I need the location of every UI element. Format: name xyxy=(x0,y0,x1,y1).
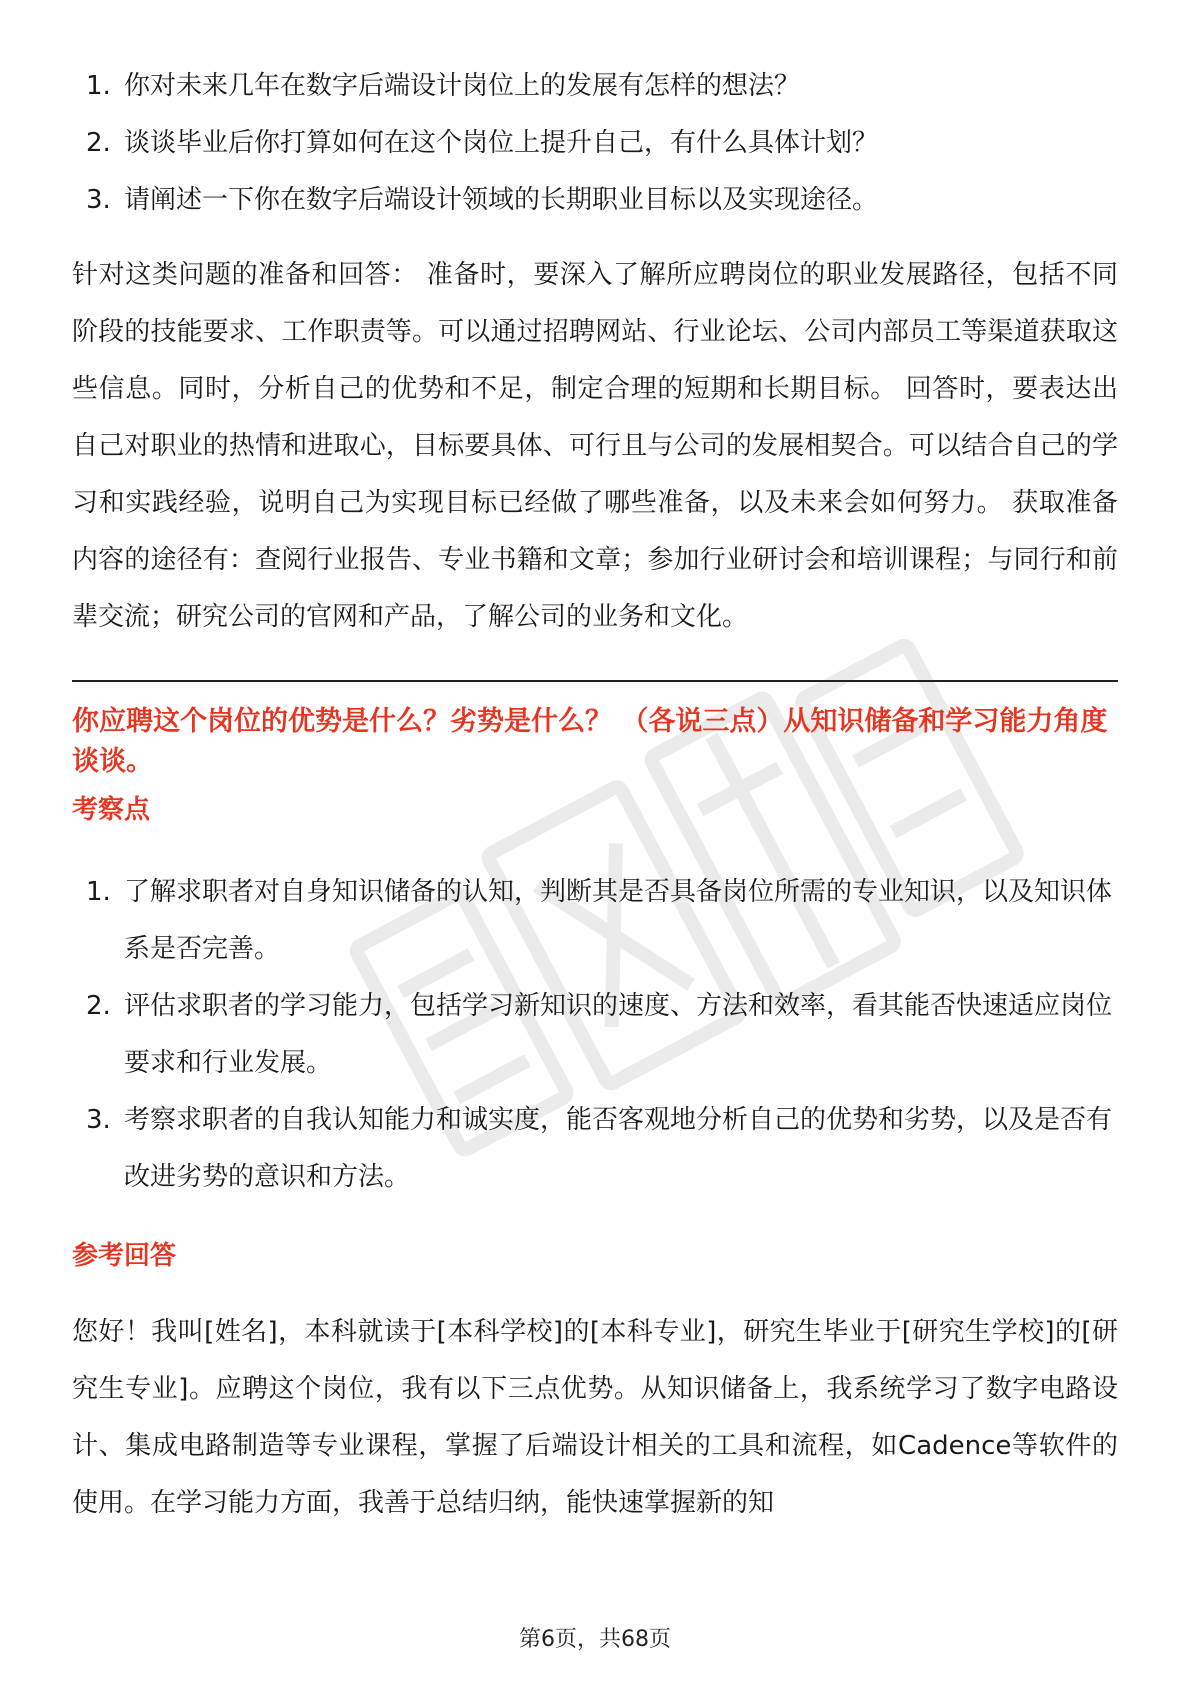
question-text: 请阐述一下你在数字后端设计领域的长期职业目标以及实现途径。 xyxy=(124,185,879,215)
list-item xyxy=(72,864,1118,978)
list-number: 1. xyxy=(86,71,111,101)
section-question-title: 你应聘这个岗位的优势是什么？劣势是什么？ （各说三点）从知识储备和学习能力角度谈谈。 xyxy=(72,706,1108,777)
list-item xyxy=(72,115,1118,172)
list-number: 3. xyxy=(86,1105,111,1135)
question-text: 你对未来几年在数字后端设计岗位上的发展有怎样的想法？ xyxy=(124,71,801,101)
page-footer: 第6页，共68页 xyxy=(519,1627,671,1652)
question-list xyxy=(72,58,1118,229)
section-divider xyxy=(72,680,1118,682)
preparation-paragraph: 针对这类问题的准备和回答： 准备时，要深入了解所应聘岗位的职业发展路径，包括不同阶段的技能要求、工作职责等。可以通过招聘网站、行业论坛、公司内部员工等渠道获取这些信息。同时，分析自己的优势和不足，制定合理的短期和长期目标。 回答时，要表达出自己对职业的热情和进取心，目标要具体、可行且与公司的发展相契合。可以结合自己的学习和实践经验，说明自己为实现目标已经做了哪些准备，以及未来会如何努力。 获取准备内容的途径有：查阅行业报告、专业书籍和文章；参加行业研讨会和培训课程；与同行和前辈交流；研究公司的官网和产品，了解公司的业务和文化。 xyxy=(72,260,1118,632)
list-number: 2. xyxy=(86,991,111,1021)
reference-answer-paragraph: 您好！我叫[姓名]，本科就读于[本科学校]的[本科专业]，研究生毕业于[研究生学校]的[研究生专业]。应聘这个岗位，我有以下三点优势。从知识储备上，我系统学习了数字电路设计、集成电路制造等专业课程，掌握了后端设计相关的工具和流程，如Cadence等软件的使用。在学习能力方面，我善于总结归纳，能快速掌握新的知 xyxy=(72,1317,1118,1518)
list-number: 1. xyxy=(86,877,111,907)
list-number: 3. xyxy=(86,185,111,215)
exam-points-list xyxy=(72,864,1118,1206)
exam-point-text: 评估求职者的学习能力，包括学习新知识的速度、方法和效率，看其能否快速适应岗位要求和行业发展。 xyxy=(124,991,1113,1078)
exam-point-text: 考察求职者的自我认知能力和诚实度，能否客观地分析自己的优势和劣势，以及是否有改进劣势的意识和方法。 xyxy=(124,1105,1113,1192)
reference-answer-heading: 参考回答 xyxy=(72,1241,177,1271)
list-item xyxy=(72,1092,1118,1206)
exam-points-heading: 考察点 xyxy=(72,795,151,825)
question-text: 谈谈毕业后你打算如何在这个岗位上提升自己，有什么具体计划？ xyxy=(124,128,879,158)
list-item xyxy=(72,172,1118,229)
list-number: 2. xyxy=(86,128,111,158)
list-item xyxy=(72,58,1118,115)
list-item xyxy=(72,978,1118,1092)
exam-point-text: 了解求职者对自身知识储备的认知，判断其是否具备岗位所需的专业知识，以及知识体系是否完善。 xyxy=(124,877,1113,964)
page-content xyxy=(72,58,1118,1532)
